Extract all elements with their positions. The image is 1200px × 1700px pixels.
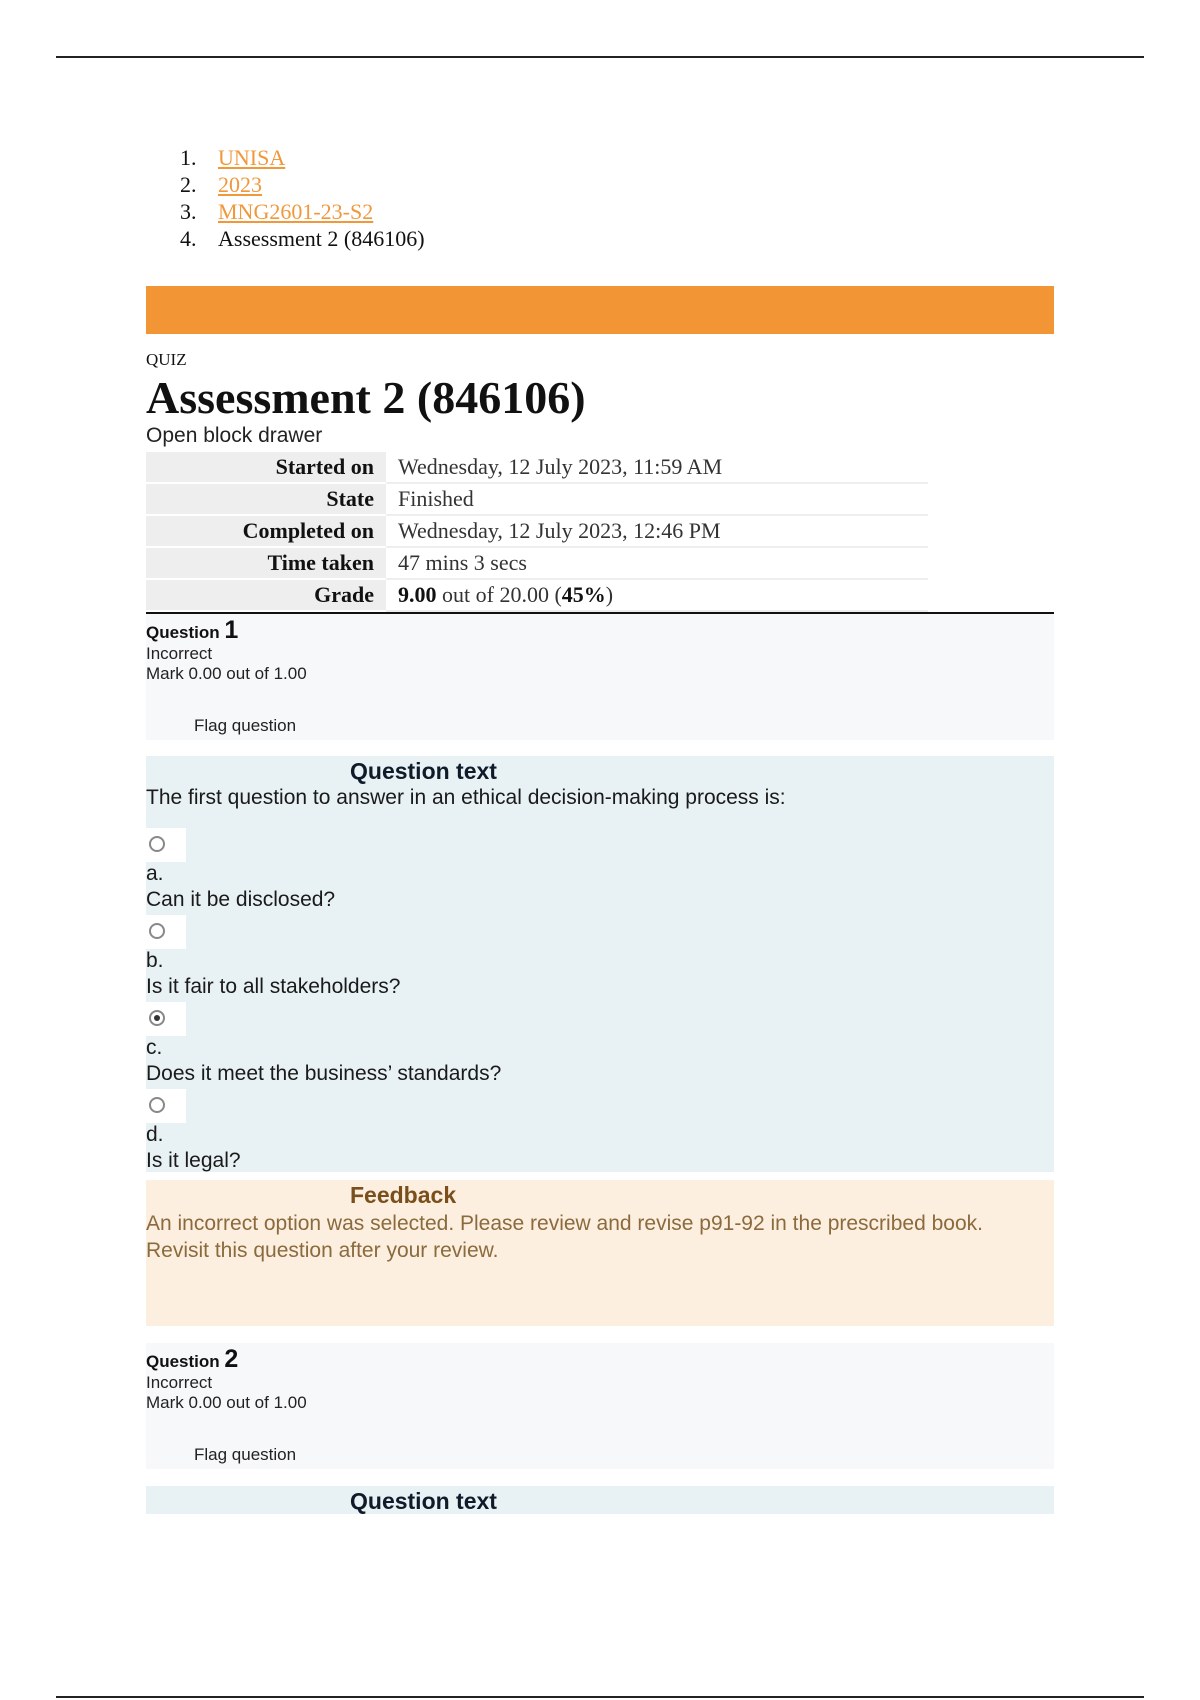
radio-box [146, 1002, 186, 1036]
breadcrumb-item: 3. MNG2601-23-S2 [180, 199, 374, 224]
grade-close: ) [605, 582, 614, 607]
summary-label: Time taken [146, 547, 386, 579]
breadcrumb-item: 4. Assessment 2 (846106) [180, 226, 425, 251]
question-number: Question 1 [146, 616, 239, 644]
summary-label: Started on [146, 452, 386, 483]
radio-unchecked-icon[interactable] [149, 1097, 165, 1113]
option-letter: c. [146, 1036, 163, 1059]
breadcrumb-item: 1. UNISA [180, 145, 286, 170]
breadcrumb-link-course[interactable]: MNG2601-23-S2 [218, 199, 374, 224]
option-text: Is it fair to all stakeholders? [146, 975, 401, 998]
summary-label: Completed on [146, 515, 386, 547]
answer-option-b[interactable] [146, 915, 646, 1001]
summary-value: Wednesday, 12 July 2023, 12:46 PM [386, 515, 928, 547]
activity-type-label: QUIZ [146, 350, 187, 369]
question-1-content [146, 756, 1054, 1172]
summary-value: Wednesday, 12 July 2023, 11:59 AM [386, 452, 928, 483]
summary-value: Finished [386, 483, 928, 515]
header-banner [146, 286, 1054, 334]
summary-row-completed [146, 515, 928, 547]
answer-option-c[interactable] [146, 1002, 646, 1088]
radio-box [146, 828, 186, 862]
feedback-heading: Feedback [350, 1182, 457, 1208]
bottom-rule [56, 1696, 1144, 1698]
question-2-info [146, 1343, 1054, 1469]
answer-option-a[interactable] [146, 828, 646, 914]
question-text-heading: Question text [350, 758, 497, 784]
option-letter: b. [146, 949, 164, 972]
breadcrumb-current: Assessment 2 (846106) [218, 226, 425, 251]
summary-label: State [146, 483, 386, 515]
flag-question-button[interactable]: Flag question [194, 716, 297, 735]
question-mark: Mark 0.00 out of 1.00 [146, 664, 307, 683]
page-title: Assessment 2 (846106) [146, 372, 586, 423]
open-block-drawer-link[interactable]: Open block drawer [146, 424, 323, 447]
breadcrumb-item: 2. 2023 [180, 172, 262, 197]
breadcrumb-link-2023[interactable]: 2023 [218, 172, 262, 197]
breadcrumb [180, 144, 425, 252]
summary-row-time [146, 547, 928, 579]
radio-checked-icon[interactable] [149, 1010, 165, 1026]
flag-question-button[interactable]: Flag question [194, 1445, 297, 1464]
grade-percent: 45% [561, 582, 606, 607]
question-text-heading: Question text [350, 1488, 497, 1514]
question-state: Incorrect [146, 644, 213, 663]
option-letter: d. [146, 1123, 164, 1146]
summary-label: Grade [146, 579, 386, 611]
top-rule [56, 56, 1144, 58]
question-number: Question 2 [146, 1345, 239, 1373]
option-text: Is it legal? [146, 1149, 241, 1172]
grade-score: 9.00 [398, 582, 437, 607]
attempt-summary-table [146, 452, 928, 612]
option-text: Can it be disclosed? [146, 888, 336, 911]
question-text: The first question to answer in an ethical decision-making process is: [146, 786, 786, 809]
breadcrumb-link-unisa[interactable]: UNISA [218, 145, 286, 170]
radio-unchecked-icon[interactable] [149, 836, 165, 852]
question-state: Incorrect [146, 1373, 213, 1392]
question-1-info [146, 614, 1054, 740]
option-letter: a. [146, 862, 164, 885]
summary-row-started [146, 452, 928, 483]
summary-row-grade [146, 579, 928, 611]
question-1-feedback [146, 1180, 1054, 1326]
question-mark: Mark 0.00 out of 1.00 [146, 1393, 307, 1412]
radio-box [146, 915, 186, 949]
radio-unchecked-icon[interactable] [149, 923, 165, 939]
option-text: Does it meet the business’ standards? [146, 1062, 502, 1085]
feedback-text: An incorrect option was selected. Please review and revise p91-92 in the prescribed book. Revisit this question after your review. [146, 1212, 983, 1262]
grade-value [386, 579, 928, 611]
question-2-content [146, 1486, 1054, 1514]
grade-outof: out of 20.00 ( [436, 582, 562, 607]
answer-option-d[interactable] [146, 1089, 646, 1175]
summary-row-state [146, 483, 928, 515]
summary-value: 47 mins 3 secs [386, 547, 928, 579]
radio-box [146, 1089, 186, 1123]
